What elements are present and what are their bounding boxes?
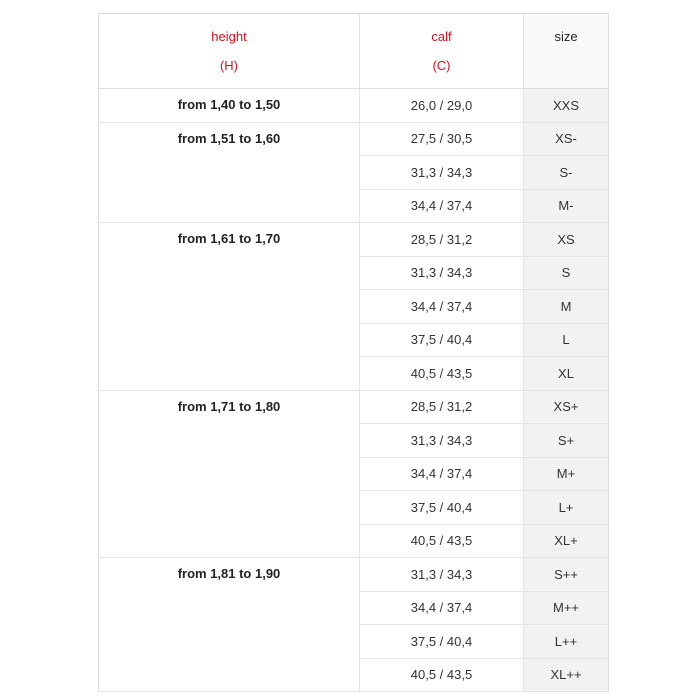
calf-range-cell: 40,5 / 43,5: [360, 658, 524, 692]
size-value-cell: XL: [524, 357, 609, 391]
calf-range-cell: 31,3 / 34,3: [360, 424, 524, 458]
table-header: [99, 14, 609, 89]
calf-range-cell: 27,5 / 30,5: [360, 122, 524, 156]
size-value-cell: M++: [524, 591, 609, 625]
calf-range-cell: 28,5 / 31,2: [360, 223, 524, 257]
size-value-cell: XL++: [524, 658, 609, 692]
size-value-cell: S-: [524, 156, 609, 190]
calf-range-cell: 37,5 / 40,4: [360, 491, 524, 525]
calf-range-cell: 34,4 / 37,4: [360, 189, 524, 223]
table-body: [99, 89, 609, 692]
calf-header-symbol: (C): [432, 58, 451, 73]
size-value-cell: M-: [524, 189, 609, 223]
calf-range-cell: 40,5 / 43,5: [360, 524, 524, 558]
size-value-cell: XS-: [524, 122, 609, 156]
size-value-cell: S: [524, 256, 609, 290]
calf-range-cell: 26,0 / 29,0: [360, 89, 524, 123]
size-chart-table: [98, 13, 609, 692]
table-row: [99, 89, 609, 123]
table-row: [99, 558, 609, 592]
calf-column-header: [360, 14, 524, 89]
calf-range-cell: 31,3 / 34,3: [360, 156, 524, 190]
table-row: [99, 390, 609, 424]
table-row: [99, 122, 609, 156]
size-value-cell: XXS: [524, 89, 609, 123]
height-range-cell: from 1,61 to 1,70: [99, 223, 360, 391]
height-range-cell: from 1,40 to 1,50: [99, 89, 360, 123]
size-value-cell: L+: [524, 491, 609, 525]
height-column-header: [99, 14, 360, 89]
size-value-cell: S++: [524, 558, 609, 592]
height-range-cell: from 1,71 to 1,80: [99, 390, 360, 558]
height-header-label: height: [211, 29, 247, 44]
calf-range-cell: 31,3 / 34,3: [360, 558, 524, 592]
size-value-cell: M: [524, 290, 609, 324]
height-range-cell: from 1,81 to 1,90: [99, 558, 360, 692]
size-value-cell: M+: [524, 457, 609, 491]
calf-range-cell: 37,5 / 40,4: [360, 625, 524, 659]
height-header-symbol: (H): [219, 58, 239, 73]
calf-range-cell: 28,5 / 31,2: [360, 390, 524, 424]
table-row: [99, 223, 609, 257]
size-column-header: [524, 14, 609, 89]
calf-range-cell: 34,4 / 37,4: [360, 591, 524, 625]
size-value-cell: L: [524, 323, 609, 357]
calf-range-cell: 40,5 / 43,5: [360, 357, 524, 391]
size-value-cell: S+: [524, 424, 609, 458]
height-range-cell: from 1,51 to 1,60: [99, 122, 360, 223]
calf-header-label: calf: [431, 29, 452, 44]
calf-range-cell: 31,3 / 34,3: [360, 256, 524, 290]
size-header-label: size: [554, 29, 578, 44]
calf-range-cell: 34,4 / 37,4: [360, 290, 524, 324]
calf-range-cell: 37,5 / 40,4: [360, 323, 524, 357]
calf-range-cell: 34,4 / 37,4: [360, 457, 524, 491]
size-value-cell: XS+: [524, 390, 609, 424]
size-value-cell: XL+: [524, 524, 609, 558]
size-value-cell: XS: [524, 223, 609, 257]
header-row: [99, 14, 609, 89]
size-value-cell: L++: [524, 625, 609, 659]
